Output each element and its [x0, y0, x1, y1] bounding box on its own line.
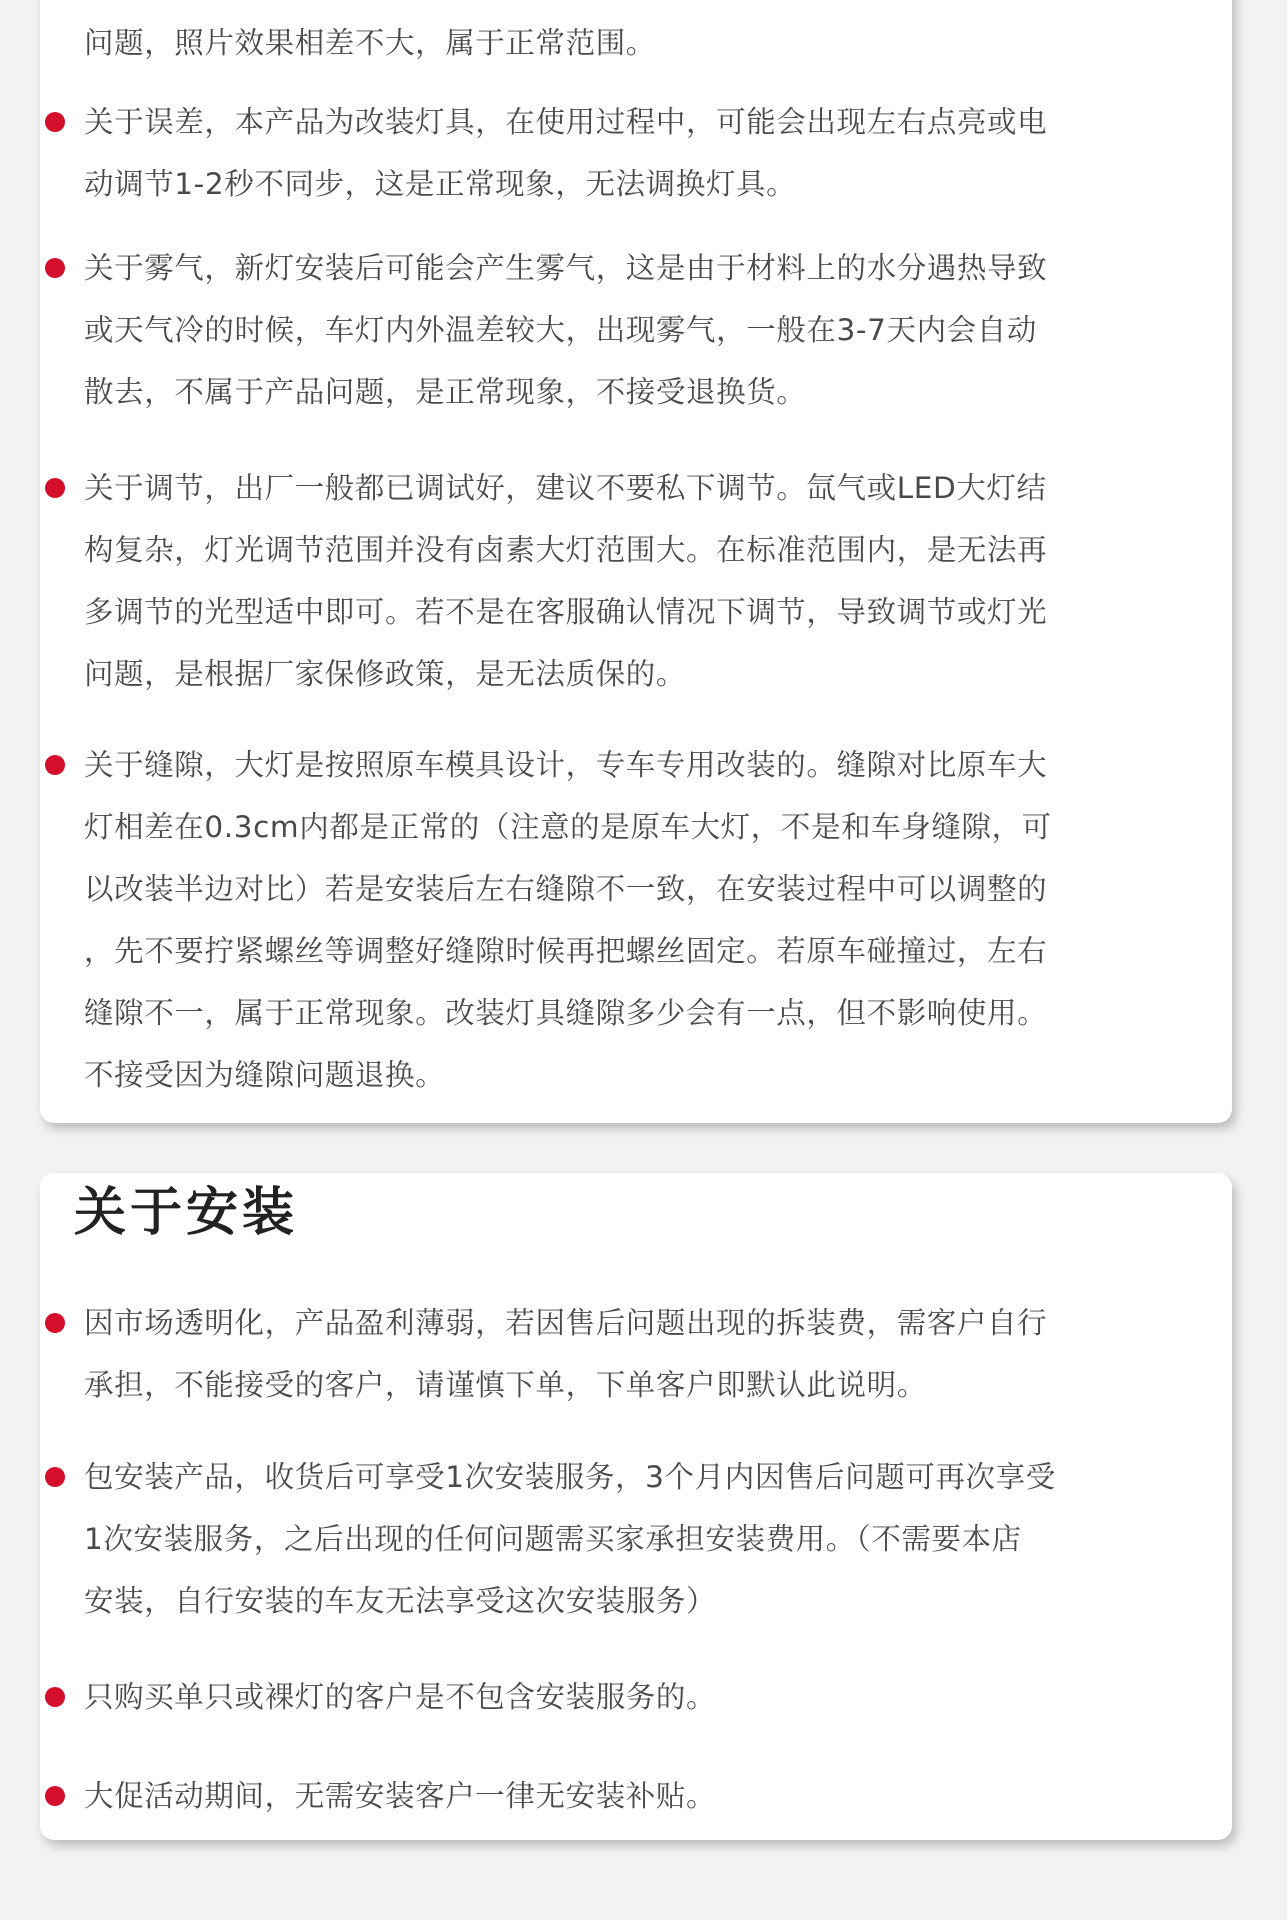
- paragraph-line: 因市场透明化，产品盈利薄弱，若因售后问题出现的拆装费，需客户自行: [84, 1306, 1048, 1340]
- bullet-dot-icon: [45, 1687, 65, 1707]
- paragraph-line: 问题，是根据厂家保修政策，是无法质保的。: [84, 657, 687, 691]
- paragraph-line: 包安装产品，收货后可享受1次安装服务，3个月内因售后问题可再次享受: [84, 1460, 1056, 1494]
- bullet-dot-icon: [45, 258, 65, 278]
- install-note-single-lamp: [84, 1666, 1216, 1728]
- paragraph-line: 大促活动期间，无需安装客户一律无安装补贴。: [84, 1779, 717, 1813]
- bullet-dot-icon: [45, 478, 65, 498]
- note-gap: [84, 734, 1216, 1106]
- paragraph-line: 动调节1-2秒不同步，这是正常现象，无法调换灯具。: [84, 167, 797, 201]
- paragraph-line: 构复杂，灯光调节范围并没有卤素大灯范围大。在标准范围内，是无法再: [84, 533, 1048, 567]
- paragraph-line: ，先不要拧紧螺丝等调整好缝隙时候再把螺丝固定。若原车碰撞过，左右: [84, 934, 1048, 968]
- bullet-dot-icon: [45, 1786, 65, 1806]
- paragraph-line: 散去，不属于产品问题，是正常现象，不接受退换货。: [84, 375, 807, 409]
- section-title: 关于安装: [74, 1183, 299, 1243]
- paragraph-line: 不接受因为缝隙问题退换。: [84, 1058, 446, 1092]
- paragraph-line: 只购买单只或裸灯的客户是不包含安装服务的。: [84, 1680, 717, 1714]
- bullet-dot-icon: [45, 1467, 65, 1487]
- note-error: [84, 91, 1216, 215]
- paragraph-line: 灯相差在0.3cm内都是正常的（注意的是原车大灯，不是和车身缝隙，可: [84, 810, 1052, 844]
- note-fog: [84, 237, 1216, 423]
- paragraph-line: 问题，照片效果相差不大，属于正常范围。: [84, 26, 656, 60]
- paragraph-line: 关于缝隙，大灯是按照原车模具设计，专车专用改装的。缝隙对比原车大: [84, 748, 1048, 782]
- paragraph-line: 多调节的光型适中即可。若不是在客服确认情况下调节，导致调节或灯光: [84, 595, 1048, 629]
- partial-paragraph: [84, 12, 1216, 74]
- paragraph-line: 关于调节，出厂一般都已调试好，建议不要私下调节。氙气或LED大灯结: [84, 471, 1047, 505]
- paragraph-line: 缝隙不一，属于正常现象。改装灯具缝隙多少会有一点，但不影响使用。: [84, 996, 1048, 1030]
- bullet-dot-icon: [45, 1313, 65, 1333]
- bullet-dot-icon: [45, 755, 65, 775]
- paragraph-line: 承担，不能接受的客户，请谨慎下单，下单客户即默认此说明。: [84, 1368, 927, 1402]
- paragraph-line: 或天气冷的时候，车灯内外温差较大，出现雾气，一般在3-7天内会自动: [84, 313, 1037, 347]
- paragraph-line: 1次安装服务，之后出现的任何问题需买家承担安装费用。（不需要本店: [84, 1522, 1022, 1556]
- paragraph-line: 关于误差，本产品为改装灯具，在使用过程中，可能会出现左右点亮或电: [84, 105, 1048, 139]
- install-note-promotion: [84, 1765, 1216, 1827]
- paragraph-line: 关于雾气，新灯安装后可能会产生雾气，这是由于材料上的水分遇热导致: [84, 251, 1048, 285]
- install-note-service: [84, 1446, 1216, 1632]
- install-note-cost: [84, 1292, 1216, 1416]
- note-adjustment: [84, 457, 1216, 705]
- bullet-dot-icon: [45, 112, 65, 132]
- paragraph-line: 安装，自行安装的车友无法享受这次安装服务）: [84, 1584, 717, 1618]
- paragraph-line: 以改装半边对比）若是安装后左右缝隙不一致，在安装过程中可以调整的: [84, 872, 1048, 906]
